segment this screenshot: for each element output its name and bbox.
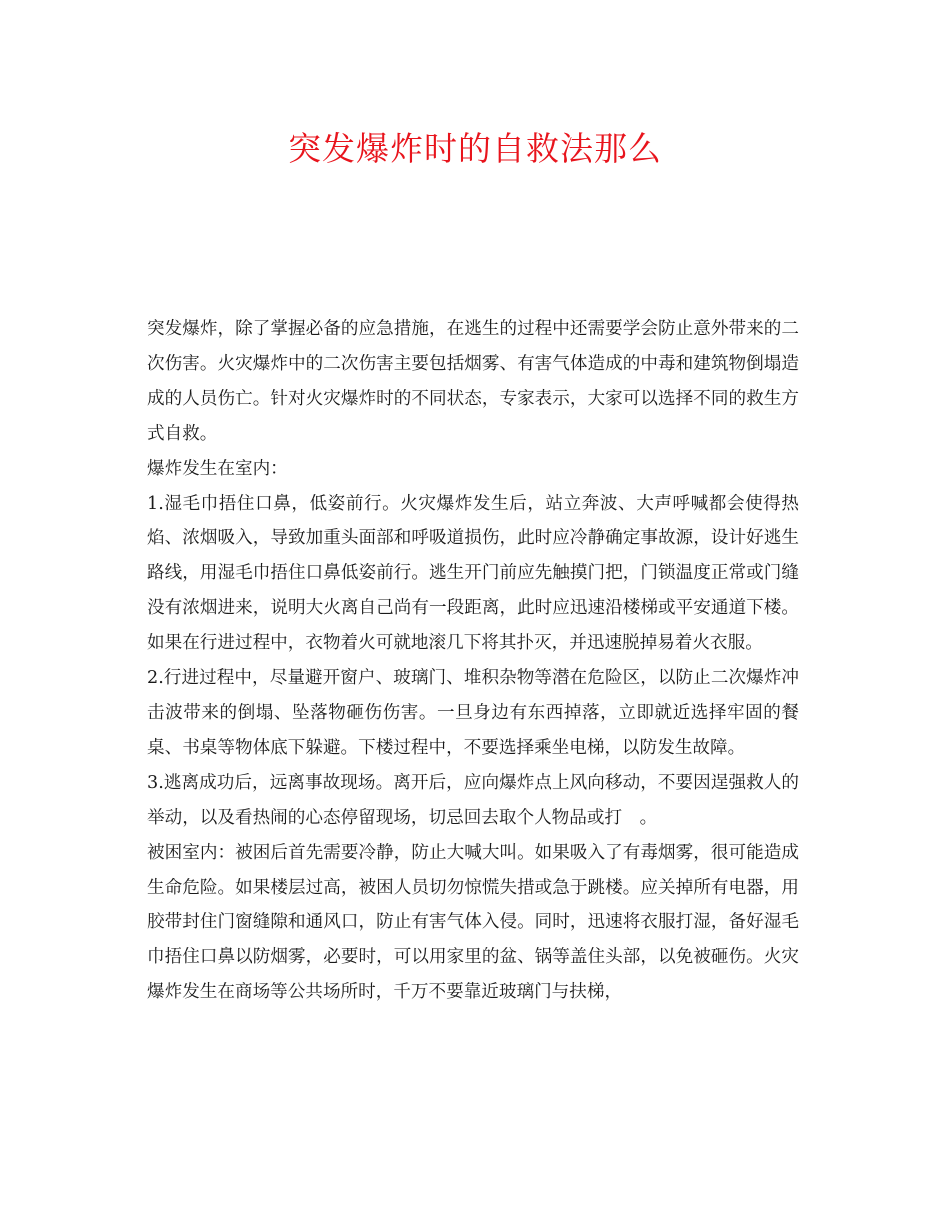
section-heading-indoor: 爆炸发生在室内： bbox=[147, 458, 288, 479]
page-title: 突发爆炸时的自救法那么 bbox=[288, 129, 662, 168]
trapped-indoor-paragraph: 被困室内：被困后首先需要冷静，防止大喊大叫。如果吸入了有毒烟雾，很可能造成生命危险。如果楼层过高，被困人员切勿惊慌失措或急于跳楼。应关掉所有电器，用胶带封住门窗缝隙和通风口，防止有害气体入侵。同时，迅速将衣服打湿，备好湿毛巾捂住口鼻以防烟雾，必要时，可以用家里的盆、锅等盖住头部，以免被砸伤。火灾爆炸发生在商场等公共场所时，千万不要靠近玻璃门与扶梯， bbox=[147, 842, 799, 1003]
list-item-2: 2.行进过程中，尽量避开窗户、玻璃门、堆积杂物等潜在危险区，以防止二次爆炸冲击波带来的倒塌、坠落物砸伤伤害。一旦身边有东西掉落，立即就近选择牢固的餐桌、书桌等物体底下躲避。下楼过程中，不要选择乘坐电梯，以防发生故障。 bbox=[147, 668, 799, 758]
list-item-3: 3.逃离成功后，远离事故现场。离开后，应向爆炸点上风向移动，不要因逞强救人的举动，以及看热闹的心态停留现场，切忌回去取个人物品或打 。 bbox=[147, 772, 799, 828]
list-item-1: 1.湿毛巾捂住口鼻，低姿前行。火灾爆炸发生后，站立奔波、大声呼喊都会使得热焰、浓烟吸入，导致加重头面部和呼吸道损伤，此时应冷静确定事故源，设计好逃生路线，用湿毛巾捂住口鼻低姿前行。逃生开门前应先触摸门把，门锁温度正常或门缝没有浓烟进来，说明大火离自己尚有一段距离，此时应迅速沿楼梯或平安通道下楼。如果在行进过程中，衣物着火可就地滚几下将其扑灭，并迅速脱掉易着火衣服。 bbox=[147, 493, 799, 654]
document-body bbox=[147, 312, 799, 1010]
intro-paragraph: 突发爆炸，除了掌握必备的应急措施，在逃生的过程中还需要学会防止意外带来的二次伤害。火灾爆炸中的二次伤害主要包括烟雾、有害气体造成的中毒和建筑物倒塌造成的人员伤亡。针对火灾爆炸时的不同状态，专家表示，大家可以选择不同的救生方式自救。 bbox=[147, 319, 799, 444]
